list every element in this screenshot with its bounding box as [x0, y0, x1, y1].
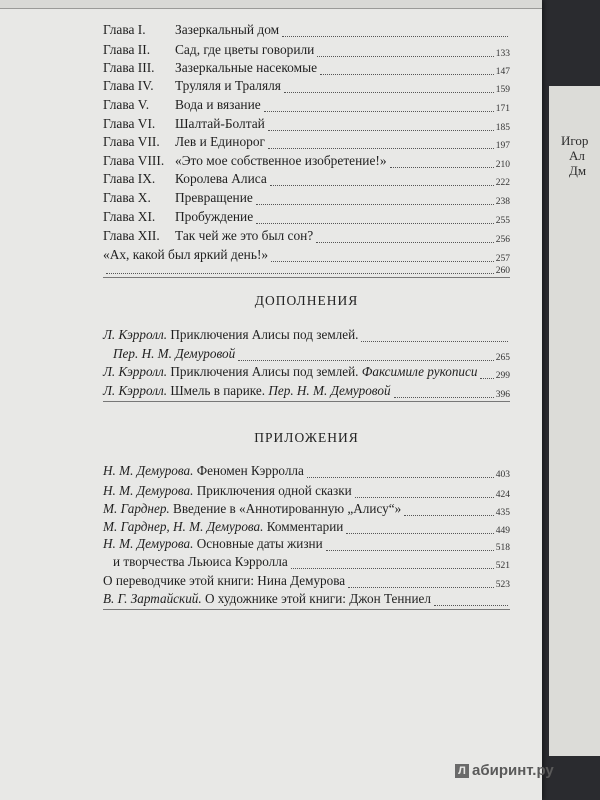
dot-leader: [291, 567, 494, 569]
entry-title: Основные даты жизни: [193, 536, 323, 551]
entry-title: Феномен Кэрролла: [193, 463, 304, 478]
chapter-title: Труляля и Траляля: [175, 78, 281, 93]
page-number: 256: [495, 235, 510, 245]
chapter-number: Глава II.: [103, 42, 151, 57]
entry-author: М. Гарднер, Н. М. Демурова.: [103, 519, 264, 534]
toc-entry: [103, 383, 510, 402]
entry-title: Пер. Н. М. Демуровой: [113, 346, 236, 361]
dot-leader: [307, 476, 494, 478]
dot-leader: [268, 147, 494, 149]
entry-author: Н. М. Демурова.: [103, 483, 194, 498]
chapter-title: Превращение: [175, 190, 253, 205]
chapter-title: Пробуждение: [175, 209, 254, 224]
entry-text: [103, 519, 343, 535]
chapter-number: Глава V.: [103, 97, 150, 112]
entry-title: Приключения одной сказки: [193, 483, 352, 498]
entry-title: Комментарии: [263, 519, 344, 534]
chapter-number: Глава I.: [103, 22, 146, 37]
entry-title: О художнике этой книги: Джон Тенниел: [201, 591, 431, 606]
toc-entry: [103, 501, 510, 519]
chapter-title: Сад, где цветы говорили: [175, 42, 315, 57]
toc-row: [103, 134, 510, 152]
toc-row: [103, 97, 510, 115]
entry-text: [103, 536, 323, 552]
adjacent-text: Дм: [569, 163, 587, 178]
chapter-number: Глава IX.: [103, 171, 156, 186]
dot-leader: [326, 549, 494, 551]
page-number: 147: [495, 67, 510, 77]
labyrinth-logo-icon: Л: [455, 764, 469, 778]
toc-entry: [103, 346, 510, 364]
entry-note: Пер. Н. М. Демуровой: [268, 383, 391, 398]
toc-entry: [103, 573, 510, 591]
page-number: 255: [495, 216, 510, 226]
page-number: 424: [495, 490, 510, 500]
toc-row: [103, 171, 510, 189]
toc-row: [103, 209, 510, 227]
entry-title: О переводчике этой книги: Нина Демурова: [103, 573, 346, 588]
adjacent-page: [549, 86, 600, 756]
dot-leader: [284, 91, 494, 93]
appendices-heading: ПРИЛОЖЕНИЯ: [254, 430, 359, 445]
chapter-number: Глава VI.: [103, 116, 156, 131]
chapter-number: Глава XI.: [103, 209, 156, 224]
page-number: 260: [495, 266, 510, 276]
entry-text: [103, 573, 345, 589]
dot-leader: [270, 184, 494, 186]
entry-title: Введение в «Аннотированную „Алису“»: [169, 501, 402, 516]
toc-row: [103, 259, 510, 278]
dot-leader: [317, 55, 493, 57]
page-number: 521: [495, 561, 510, 571]
entry-text: [103, 483, 352, 499]
page-number: 265: [495, 353, 510, 363]
dot-leader: [355, 496, 494, 498]
toc-entry: [103, 364, 510, 382]
entry-title: Шмель в парике.: [167, 383, 269, 398]
adjacent-text: Игор: [561, 133, 589, 148]
dot-leader: [238, 359, 494, 361]
page-top-edge: [0, 0, 542, 9]
chapter-title: Зазеркальные насекомые: [175, 60, 318, 75]
chapter-title: Королева Алиса: [175, 171, 267, 186]
entry-text: [103, 591, 431, 607]
toc-entry: [103, 463, 510, 481]
entry-title: Приключения Алисы под землей.: [167, 327, 359, 342]
toc-row: [103, 60, 510, 78]
entry-text: [103, 364, 477, 380]
page-number: 449: [495, 526, 510, 536]
toc-row: [103, 190, 510, 208]
dot-leader: [348, 586, 494, 588]
dot-leader: [361, 340, 508, 342]
page-number: 435: [495, 508, 510, 518]
entry-author: Л. Кэрролл.: [103, 327, 168, 342]
page-number: 299: [495, 371, 510, 381]
page-number: 403: [495, 470, 510, 480]
toc-row: [103, 228, 510, 246]
entry-text: [103, 501, 401, 517]
chapter-number: Глава X.: [103, 190, 151, 205]
page-number: 238: [495, 197, 510, 207]
chapter-title: Так чей же это был сон?: [175, 228, 314, 243]
toc-entry: [103, 591, 510, 610]
entry-author: В. Г. Зартайский.: [103, 591, 202, 606]
entry-author: М. Гарднер.: [103, 501, 170, 516]
chapter-title: Шалтай-Болтай: [175, 116, 265, 131]
dot-leader: [434, 604, 508, 606]
chapter-title: Вода и вязание: [175, 97, 261, 112]
entry-title: и творчества Льюиса Кэрролла: [113, 554, 288, 569]
toc-row: [103, 42, 510, 60]
page-number: 222: [495, 178, 510, 188]
dot-leader: [346, 532, 493, 534]
chapter-number: Глава III.: [103, 60, 155, 75]
page-number: 523: [495, 580, 510, 590]
dot-leader: [394, 396, 494, 398]
entry-author: Н. М. Демурова.: [103, 463, 194, 478]
dot-leader: [106, 272, 494, 274]
entry-text: [103, 327, 358, 343]
watermark-text: абиринт.ру: [472, 762, 554, 779]
dot-leader: [268, 129, 494, 131]
chapter-number: Глава XII.: [103, 228, 160, 243]
page-number: 518: [495, 543, 510, 553]
entry-text: [103, 554, 288, 570]
toc-entry: [103, 327, 510, 345]
entry-author: Л. Кэрролл.: [103, 383, 168, 398]
dot-leader: [480, 377, 493, 379]
toc-row: [103, 22, 510, 40]
dot-leader: [264, 110, 494, 112]
page-number: 197: [495, 141, 510, 151]
chapter-title: Лев и Единорог: [175, 134, 266, 149]
page-number: 133: [495, 49, 510, 59]
chapter-number: Глава VII.: [103, 134, 160, 149]
dot-leader: [404, 514, 494, 516]
entry-author: Л. Кэрролл.: [103, 364, 168, 379]
adjacent-text: Ал: [569, 148, 585, 163]
chapter-number: Глава IV.: [103, 78, 154, 93]
dot-leader: [256, 203, 494, 205]
page-number: 185: [495, 123, 510, 133]
toc-row: [103, 153, 510, 171]
entry-note: Факсимиле рукописи: [361, 364, 478, 379]
page-number: 257: [495, 254, 510, 264]
dot-leader: [390, 166, 494, 168]
entry-title: Приключения Алисы под землей.: [167, 364, 362, 379]
chapter-title: «Это мое собственное изобретение!»: [175, 153, 387, 168]
chapter-title: «Ах, какой был яркий день!»: [103, 247, 269, 262]
dot-leader: [256, 222, 494, 224]
entry-text: [103, 463, 304, 479]
dot-leader: [282, 35, 508, 37]
watermark-logo: [455, 762, 554, 779]
toc-entry: [103, 483, 510, 501]
additions-heading: ДОПОЛНЕНИЯ: [254, 293, 359, 308]
chapter-number: Глава VIII.: [103, 153, 165, 168]
page-number: 210: [495, 160, 510, 170]
entry-text: [103, 383, 391, 399]
entry-text: [103, 346, 235, 362]
toc-entry: [103, 554, 510, 572]
toc-row: [103, 116, 510, 134]
page-number: 171: [495, 104, 510, 114]
toc-entry: [103, 519, 510, 537]
toc-entry: [103, 536, 510, 554]
dot-leader: [316, 241, 493, 243]
dot-leader: [320, 73, 494, 75]
toc-row: [103, 78, 510, 96]
entry-author: Н. М. Демурова.: [103, 536, 194, 551]
page-number: 396: [495, 390, 510, 400]
page-number: 159: [495, 85, 510, 95]
chapter-title: Зазеркальный дом: [175, 22, 280, 37]
